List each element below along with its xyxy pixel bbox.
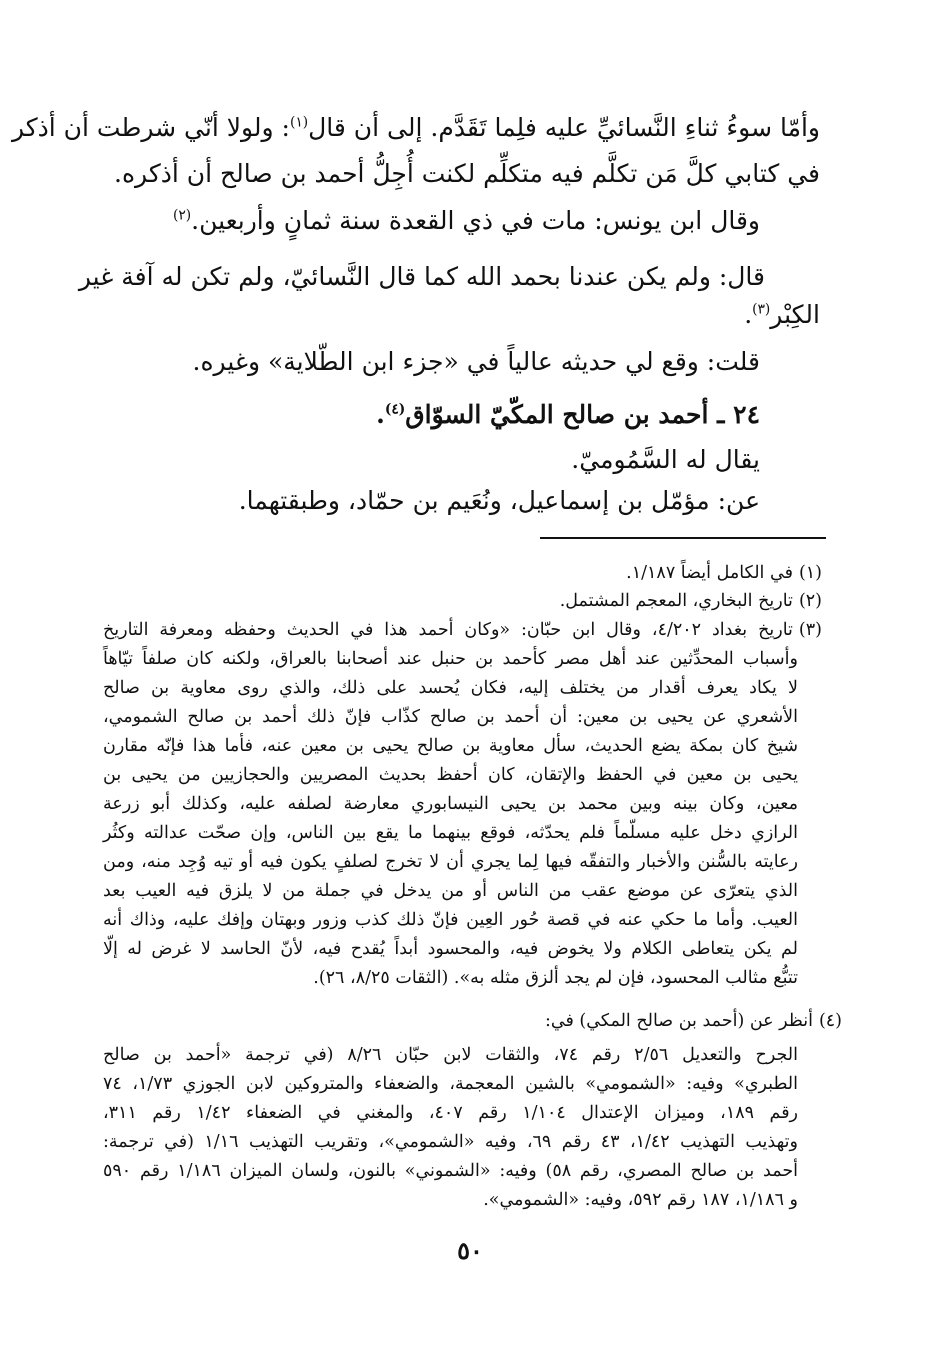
footnote-3-line-13: تتبُّع مثالب المحسود، فإن لم يجد ألزق مثله به». (الثقات ٨/٢٥، ٢٦). [313, 968, 798, 988]
footnote-3-line-4: الأشعري عن يحيى بن معين: أن أحمد بن صالح كذّاب فإنّ ذلك أحمد بن صالح الشمومي، [103, 707, 798, 727]
page-number: ٥٠ [457, 1236, 483, 1265]
footnote-4-line-1: (٤)أنظر عن (أحمد بن صالح المكي) في: [544, 1011, 842, 1031]
main-line-3 [173, 206, 760, 235]
footnote-4-line-5: وتهذيب التهذيب ١/٤٢، ٤٣ رقم ٦٩، وفيه «الشمومي»، وتقريب التهذيب ١/١٦ (في ترجمة: [103, 1132, 798, 1152]
footnote-4-line-3: الطبري» وفيه: «الشمومي» بالشين المعجمة، والضعفاء والمتروكين لابن الجوزي ١/٧٣، ٧٤ [103, 1074, 798, 1094]
footnote-2-line-1: تاريخ البخاري، المعجم المشتمل. [559, 591, 793, 611]
footnote-1-line-1: في الكامل أيضاً ١/١٨٧. [626, 563, 793, 583]
footnote-3-line-7: معين، وكان بينه وبين محمد بن يحيى النيسابوري معارضة لصلفه عليه، وكذلك أبو زرعة [103, 794, 798, 814]
entry-heading-tail: . [376, 400, 385, 429]
footnote-3-line-12: لم يكن يتعاطى الكلام ولا يخوض فيه، والمحسود أبداً يُقدح فيه، لأنّ الحاسد لا غرض له إلّا [103, 939, 798, 959]
main-p1-text: وأمّا سوءُ ثناءِ النَّسائيِّ عليه فلِما تَقَدَّم. إلى أن قال [308, 113, 820, 142]
footnote-3-line-9: رعايته بالسُّنن والأخبار والتفقّه فيها لِما يجري أن لا تخرج لصلفٍ يكون فيه أو تيه وُجِد منه، ومن [103, 852, 798, 872]
footnote-separator [540, 537, 826, 539]
kibr-tail: . [744, 300, 753, 329]
footnote-1 [560, 563, 822, 583]
footnote-3-line-2: وأسباب المحدِّثين عند أهل مصر كأحمد بن حنبل عند أصحابنا بالعراق، ولكنه كان صلفاً تيّاهاً [103, 649, 798, 669]
main-line-6: قلت: وقع لي حديثه عالياً في «جزء ابن الطّلاية» وغيره. [192, 347, 760, 376]
footnote-4-line-2: الجرح والتعديل ٢/٥٦ رقم ٧٤، والثقات لابن حبّان ٨/٢٦ (في ترجمة «أحمد بن صالح [103, 1045, 798, 1065]
footnote-3-line-3: لا يكاد يعرف أقدار من يختلف إليه، فكان يُحسد على ذلك، والذي روى معاوية بن صالح [103, 678, 798, 698]
footnote-2 [480, 591, 822, 611]
footnote-ref-4[interactable]: (٤) [384, 401, 406, 418]
main-line-1 [11, 113, 820, 142]
kibr-text: الكِبْر [770, 300, 820, 329]
footnote-3-line-1: (٣)تاريخ بغداد ٤/٢٠٢، وقال ابن حبّان: «وكان أحمد هذا في الحديث وحفظه ومعرفة التاريخ [103, 620, 822, 640]
footnote-2-number: (٢) [798, 591, 822, 611]
main-p1-tail: : ولولا أنّي شرطت أن أذكر [11, 113, 290, 142]
footnote-4-line-7: و ١/١٨٦، ١٨٧ رقم ٥٩٢، وفيه: «الشمومي». [483, 1190, 798, 1210]
footnote-ref-2[interactable]: (٢) [173, 207, 192, 224]
footnote-4-number: (٤) [818, 1011, 842, 1031]
main-line-2: في كتابي كلَّ مَن تكلَّم فيه متكلِّم لكنت أُجِلُّ أحمد بن صالح أن أذكره. [114, 159, 820, 188]
footnote-3-line-6: يحيى بن معين في الحفظ والإتقان، كان أحفظ بحديث المصريين والحجازيين من يحيى بن [103, 765, 798, 785]
ibn-yunus-text: وقال ابن يونس: مات في ذي القعدة سنة ثمانٍ وأربعين. [191, 206, 760, 235]
footnote-4-line-4: رقم ١٨٩، وميزان الإعتدال ١/١٠٤ رقم ٤٠٧، والمغني في الضعفاء ١/٤٢ رقم ٣١١، [103, 1103, 799, 1123]
footnote-3-line-10: الذي يتعرّى عن موضع عقب من الناس أو من يدخل في جملة من لا يلزق فيه العيب بعد [103, 881, 798, 901]
main-line-5 [640, 300, 820, 329]
footnote-ref-3[interactable]: (٣) [752, 301, 771, 318]
main-line-4: قال: ولم يكن عندنا بحمد الله كما قال النَّسائيّ، ولم تكن له آفة غير [78, 262, 765, 291]
entry-heading-text: ٢٤ ـ أحمد بن صالح المكّيّ السوّاق [405, 400, 760, 429]
footnote-3-line-8: الرازي دخل عليه مسلّماً فلم يحدّثه، فوقع بينهما ما يقع بين الناس، وإن صحّت عدالته وكثُر [103, 823, 798, 843]
footnote-3-number: (٣) [798, 620, 822, 640]
entry-nisba: يقال له السَّمُوميّ. [571, 445, 760, 474]
footnote-1-number: (١) [798, 563, 822, 583]
entry-heading [360, 400, 760, 429]
entry-from: عن: مؤمّل بن إسماعيل، ونُعَيم بن حمّاد، وطبقتهما. [238, 486, 760, 515]
footnote-4-line-6: أحمد بن صالح المصري، رقم ٥٨) وفيه: «الشموني» بالنون، ولسان الميزان ١/١٨٦ رقم ٥٩٠ [103, 1161, 798, 1181]
footnote-3-line-11: العيب. وأما ما حكي عنه في قصة حُور العِين فإنّ ذلك كذب وزور وبهتان وإفك عليه، وذاك أنه [103, 910, 798, 930]
footnote-ref-1[interactable]: (١) [289, 114, 309, 131]
footnote-3-line-5: شيخ كان بمكة يضع الحديث، سأل معاوية بن صالح يحيى بن معين عنه، فأما هذا فإنّه مقارن [103, 736, 798, 756]
